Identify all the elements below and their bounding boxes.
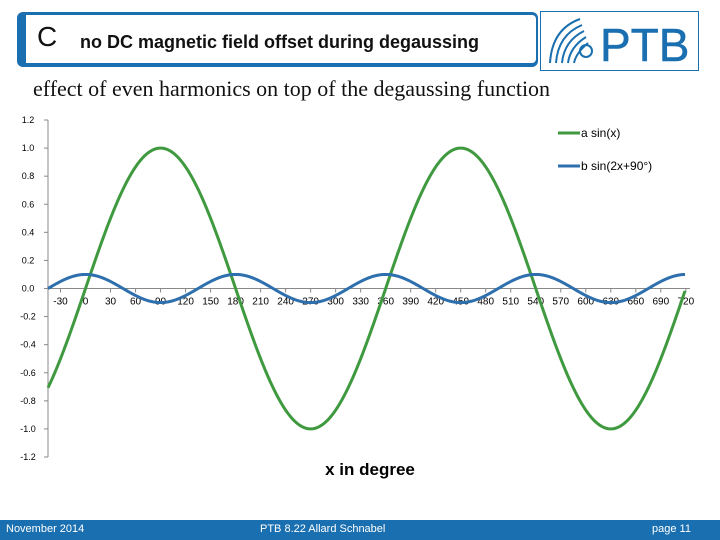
x-tick-label: 510 [502,296,520,308]
section-letter: C [37,21,58,52]
x-tick-label: 180 [227,296,244,308]
x-tick-label: 330 [352,296,370,308]
y-tick-label: -0.6 [20,367,36,378]
legend-label: b sin(2x+90°) [581,159,653,173]
footer-presenter: PTB 8.22 Allard Schnabel [260,523,386,535]
x-axis-label: x in degree [325,460,415,479]
y-tick-label: 1.2 [21,115,35,125]
y-tick-label: -0.2 [20,311,36,322]
x-tick-label: 30 [104,296,117,308]
x-tick-label: -30 [53,296,68,308]
x-tick-label: 480 [477,296,495,308]
x-tick-label: 120 [177,296,194,308]
y-tick-label: 0.2 [21,255,35,266]
slide-title: no DC magnetic field offset during degaussing [80,32,480,52]
y-tick-label: 0.0 [21,283,35,294]
y-tick-label: 1.0 [21,143,35,154]
y-tick-label: -0.4 [20,339,36,350]
x-tick-label: 360 [377,296,395,308]
y-tick-label: -0.8 [20,395,36,406]
logo-text: PTB [600,19,690,71]
x-tick-label: 660 [627,296,645,308]
x-tick-label: 600 [577,296,595,308]
y-tick-label: -1.2 [20,452,36,462]
x-tick-label: 720 [677,296,695,308]
x-tick-label: 390 [402,296,420,308]
x-tick-label: 270 [302,296,319,308]
x-tick-label: 540 [527,296,545,308]
slide-subtitle: effect of even harmonics on top of the degaussing function [33,76,551,101]
y-axis [20,115,48,462]
x-tick-label: 90 [154,296,167,308]
x-tick-label: 300 [327,296,344,308]
x-tick-label: 690 [652,296,670,308]
x-tick-label: 240 [277,296,294,308]
legend-label: a sin(x) [581,126,621,140]
x-tick-label: 210 [252,296,269,308]
x-axis [48,289,695,308]
x-tick-label: 60 [129,296,142,308]
x-tick-label: 570 [552,296,570,308]
x-tick-label: 420 [427,296,445,308]
y-tick-label: 0.4 [21,227,35,238]
x-tick-label: 0 [82,296,89,308]
page-number: page 11 [652,523,691,535]
y-tick-label: 0.6 [21,199,35,210]
x-tick-label: 150 [202,296,219,308]
footer-date: November 2014 [6,523,85,535]
x-tick-label: 450 [452,296,470,308]
x-tick-label: 630 [602,296,620,308]
legend [558,126,652,173]
y-tick-label: 0.8 [21,171,35,182]
y-tick-label: -1.0 [20,423,36,434]
